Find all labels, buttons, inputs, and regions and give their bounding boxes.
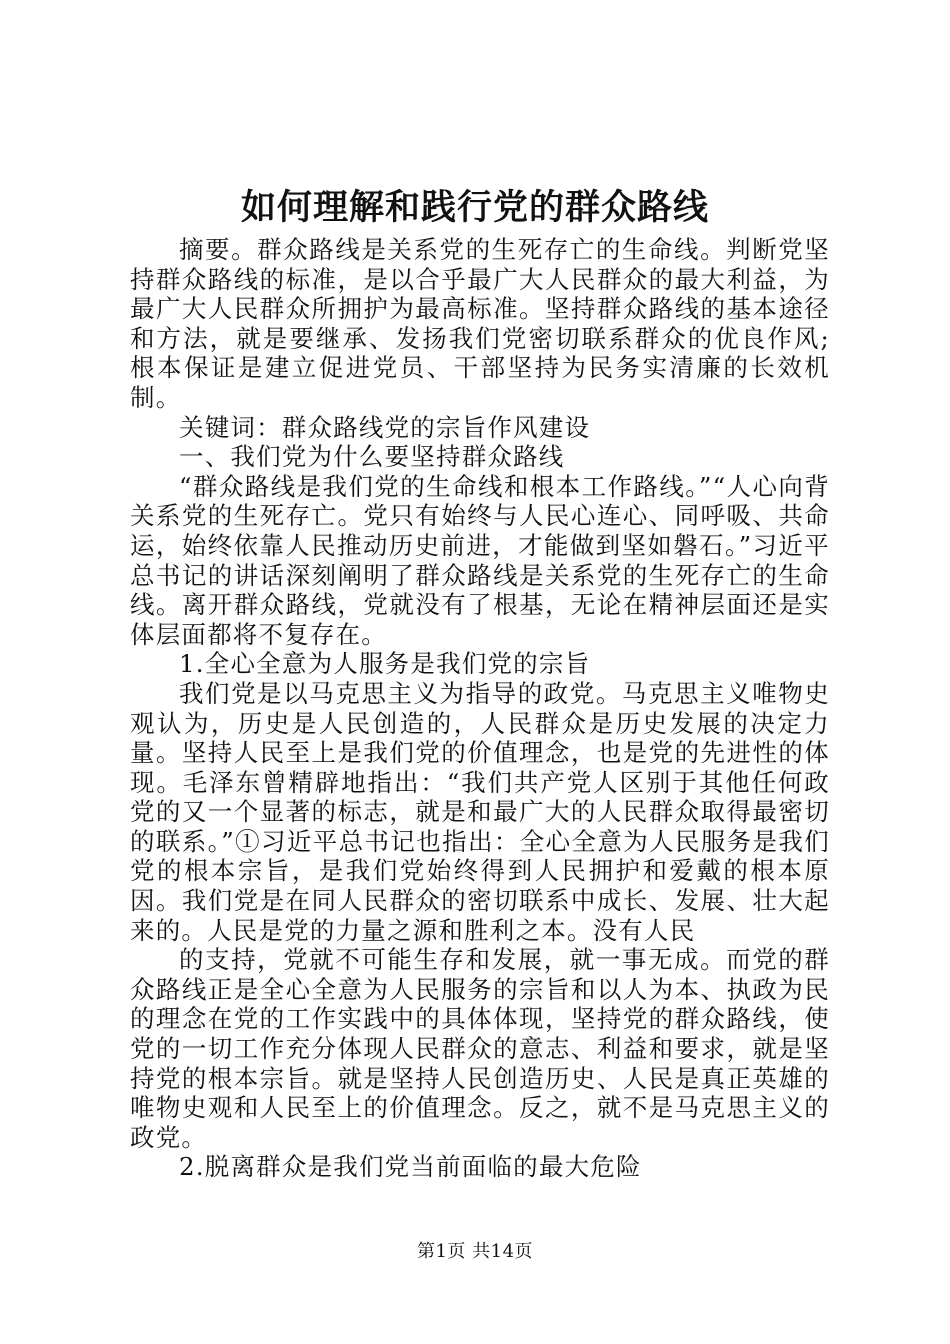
subsection-heading-1: 1.全心全意为人服务是我们党的宗旨 [179,649,591,679]
body-paragraph: “群众路线是我们党的生命线和根本工作路线。”“人心向背关系党的生死存亡。党只有始终与人民心连心、同呼吸、共命运，始终依靠人民推动历史前进，才能做到坚如磐石。”习近平总书记的讲话深刻阐明了群众路线是关系党的生死存亡的生命线。离开群众路线，党就没有了根基，无论在精神层面还是实体层面都将不复存在。 [130,471,830,649]
document-body [130,235,830,1182]
subsection-heading-2: 2.脱离群众是我们党当前面临的最大危险 [179,1152,642,1182]
keywords-line: 关键词：群众路线党的宗旨作风建设 [179,412,591,442]
body-paragraph: 的支持，党就不可能生存和发展，就一事无成。而党的群众路线正是全心全意为人民服务的宗旨和以人为本、执政为民的理念在党的工作实践中的具体体现，坚持党的群众路线，使党的一切工作充分体现人民群众的意志、利益和要求，就是坚持党的根本宗旨。就是坚持人民创造历史、人民是真正英雄的唯物史观和人民至上的价值理念。反之，就不是马克思主义的政党。 [130,945,830,1152]
section-heading-1: 一、我们党为什么要坚持群众路线 [179,442,565,472]
body-paragraph: 我们党是以马克思主义为指导的政党。马克思主义唯物史观认为，历史是人民创造的，人民群众是历史发展的决定力量。坚持人民至上是我们党的价值理念，也是党的先进性的体现。毛泽东曾精辟地指出：“我们共产党人区别于其他任何政党的又一个显著的标志，就是和最广大的人民群众取得最密切的联系。”①习近平总书记也指出：全心全意为人民服务是我们党的根本宗旨，是我们党始终得到人民拥护和爱戴的根本原因。我们党是在同人民群众的密切联系中成长、发展、壮大起来的。人民是党的力量之源和胜利之本。没有人民 [130,678,830,945]
document-title: 如何理解和践行党的群众路线 [240,187,709,228]
page-number-footer: 第1页 共14页 [416,1241,534,1262]
abstract-paragraph: 摘要。群众路线是关系党的生死存亡的生命线。判断党坚持群众路线的标准，是以合乎最广大人民群众的最大利益，为最广大人民群众所拥护为最高标准。坚持群众路线的基本途径和方法，就是要继承、发扬我们党密切联系群众的优良作风;根本保证是建立促进党员、干部坚持为民务实清廉的长效机制。 [130,235,830,412]
